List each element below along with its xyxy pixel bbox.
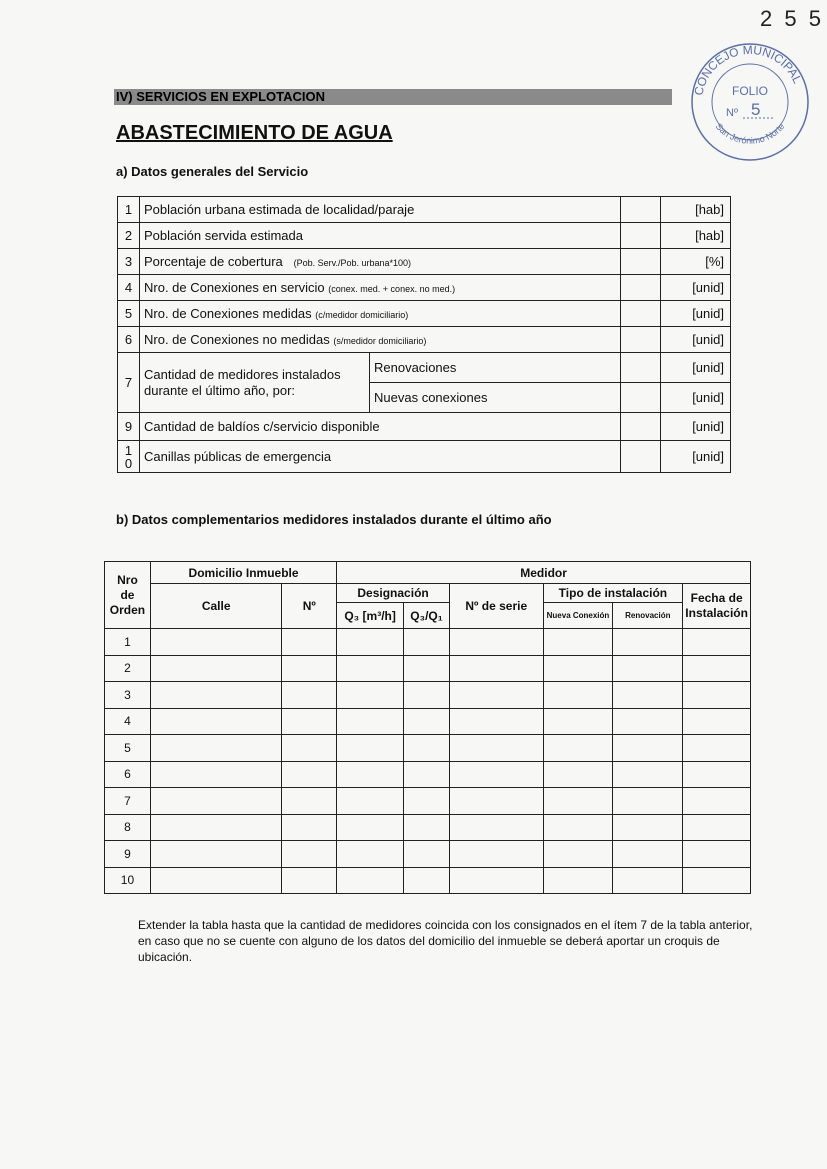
input-cell[interactable] xyxy=(449,735,543,762)
row-number: 4 xyxy=(118,275,140,301)
stamp-top-text: CONCEJO MUNICIPAL xyxy=(691,42,805,97)
input-cell[interactable] xyxy=(150,761,281,788)
input-cell[interactable] xyxy=(282,814,337,841)
general-data-table xyxy=(117,196,731,473)
value-cell[interactable] xyxy=(621,301,661,327)
input-cell[interactable] xyxy=(543,867,613,894)
input-cell[interactable] xyxy=(282,708,337,735)
input-cell[interactable] xyxy=(613,814,683,841)
svg-text:San Jerónimo Norte xyxy=(714,121,787,145)
header-tipo-instalacion: Tipo de instalación xyxy=(543,584,683,603)
table-row xyxy=(105,841,751,868)
page-title: ABASTECIMIENTO DE AGUA xyxy=(116,122,393,144)
table-row xyxy=(118,249,731,275)
value-cell[interactable] xyxy=(621,223,661,249)
table-row xyxy=(118,353,731,383)
input-cell[interactable] xyxy=(613,629,683,656)
header-domicilio: Domicilio Inmueble xyxy=(150,562,336,584)
row-label: Cantidad de medidores instalados durante el último año, por: xyxy=(140,353,370,413)
header-renovacion: Renovación xyxy=(613,603,683,629)
header-serie: Nº de serie xyxy=(449,584,543,629)
value-cell[interactable] xyxy=(621,275,661,301)
table-row xyxy=(118,413,731,441)
table-row xyxy=(105,735,751,762)
input-cell[interactable] xyxy=(543,788,613,815)
input-cell[interactable] xyxy=(150,788,281,815)
meters-table xyxy=(104,561,751,894)
page-number: 2 5 5 xyxy=(760,6,824,31)
row-unit: [hab] xyxy=(661,197,731,223)
header-medidor: Medidor xyxy=(337,562,751,584)
table-row xyxy=(105,682,751,709)
input-cell[interactable] xyxy=(613,735,683,762)
input-cell[interactable] xyxy=(337,629,404,656)
header-q3: Q₃ [m³/h] xyxy=(337,603,404,629)
input-cell[interactable] xyxy=(150,682,281,709)
input-cell[interactable] xyxy=(282,788,337,815)
input-cell[interactable] xyxy=(282,867,337,894)
input-cell[interactable] xyxy=(337,708,404,735)
input-cell[interactable] xyxy=(543,682,613,709)
input-cell[interactable] xyxy=(543,655,613,682)
input-cell[interactable] xyxy=(449,814,543,841)
header-fecha: Fecha de Instalación xyxy=(683,584,751,629)
input-cell[interactable] xyxy=(337,761,404,788)
input-cell[interactable] xyxy=(282,682,337,709)
input-cell[interactable] xyxy=(150,708,281,735)
row-order-number: 2 xyxy=(105,655,151,682)
value-cell[interactable] xyxy=(621,413,661,441)
input-cell[interactable] xyxy=(337,867,404,894)
input-cell[interactable] xyxy=(282,841,337,868)
table-row xyxy=(105,867,751,894)
input-cell[interactable] xyxy=(613,655,683,682)
row-order-number: 10 xyxy=(105,867,151,894)
input-cell[interactable] xyxy=(404,682,450,709)
input-cell[interactable] xyxy=(282,735,337,762)
input-cell[interactable] xyxy=(150,629,281,656)
input-cell[interactable] xyxy=(683,841,751,868)
footnote: Extender la tabla hasta que la cantidad de medidores coincida con los consignados en el ítem 7 de la tabla anterior, en caso que no se cuente con alguno de los datos del domicilio del inmueble se deberá aportar un croquis de ubicación. xyxy=(138,918,753,964)
row-label: Nro. de Conexiones en servicio xyxy=(144,280,325,295)
input-cell[interactable] xyxy=(282,655,337,682)
row-unit: [unid] xyxy=(661,441,731,473)
row-unit: [unid] xyxy=(661,301,731,327)
header-designacion: Designación xyxy=(337,584,450,603)
input-cell[interactable] xyxy=(404,788,450,815)
header-numero: Nº xyxy=(282,584,337,629)
table-row xyxy=(105,761,751,788)
value-cell[interactable] xyxy=(621,441,661,473)
row-number: 9 xyxy=(118,413,140,441)
input-cell[interactable] xyxy=(683,761,751,788)
input-cell[interactable] xyxy=(337,655,404,682)
input-cell[interactable] xyxy=(337,814,404,841)
input-cell[interactable] xyxy=(449,841,543,868)
value-cell[interactable] xyxy=(621,353,661,383)
table-row xyxy=(118,301,731,327)
input-cell[interactable] xyxy=(613,788,683,815)
row-label: Nro. de Conexiones medidas xyxy=(144,306,312,321)
row-order-number: 3 xyxy=(105,682,151,709)
input-cell[interactable] xyxy=(282,629,337,656)
value-cell[interactable] xyxy=(621,327,661,353)
input-cell[interactable] xyxy=(404,708,450,735)
row-note: (c/medidor domiciliario) xyxy=(315,310,409,320)
table-row xyxy=(118,197,731,223)
row-number: 5 xyxy=(118,301,140,327)
input-cell[interactable] xyxy=(404,814,450,841)
input-cell[interactable] xyxy=(404,841,450,868)
table-row xyxy=(105,814,751,841)
table-row xyxy=(105,629,751,656)
value-cell[interactable] xyxy=(621,249,661,275)
input-cell[interactable] xyxy=(404,867,450,894)
row-note: (s/medidor domiciliario) xyxy=(333,336,427,346)
row-unit: [unid] xyxy=(661,383,731,413)
value-cell[interactable] xyxy=(621,383,661,413)
input-cell[interactable] xyxy=(683,814,751,841)
input-cell[interactable] xyxy=(543,841,613,868)
input-cell[interactable] xyxy=(150,867,281,894)
row-number: 1 xyxy=(118,197,140,223)
table-row xyxy=(118,275,731,301)
input-cell[interactable] xyxy=(613,708,683,735)
row-label: Nro. de Conexiones no medidas xyxy=(144,332,330,347)
row-number: 3 xyxy=(118,249,140,275)
input-cell[interactable] xyxy=(404,629,450,656)
section-b-heading: b) Datos complementarios medidores instalados durante el último año xyxy=(116,512,552,527)
input-cell[interactable] xyxy=(449,655,543,682)
input-cell[interactable] xyxy=(543,735,613,762)
header-nueva-conexion: Nueva Conexión xyxy=(543,603,613,629)
input-cell[interactable] xyxy=(683,867,751,894)
row-order-number: 5 xyxy=(105,735,151,762)
table-row xyxy=(118,441,731,473)
stamp-folio-label: FOLIO xyxy=(731,84,769,98)
input-cell[interactable] xyxy=(150,814,281,841)
input-cell[interactable] xyxy=(683,655,751,682)
input-cell[interactable] xyxy=(543,761,613,788)
row-unit: [%] xyxy=(661,249,731,275)
input-cell[interactable] xyxy=(613,867,683,894)
input-cell[interactable] xyxy=(449,708,543,735)
header-calle: Calle xyxy=(150,584,281,629)
row-note: (conex. med. + conex. no med.) xyxy=(328,284,456,294)
input-cell[interactable] xyxy=(282,761,337,788)
input-cell[interactable] xyxy=(683,682,751,709)
row-order-number: 8 xyxy=(105,814,151,841)
row-label: Población urbana estimada de localidad/paraje xyxy=(144,202,415,217)
stamp-bottom-text: San Jerónimo Norte xyxy=(713,121,787,146)
row-order-number: 7 xyxy=(105,788,151,815)
row-note: (Pob. Serv./Pob. urbana*100) xyxy=(293,258,412,268)
row-unit: [unid] xyxy=(661,353,731,383)
table-row xyxy=(118,223,731,249)
input-cell[interactable] xyxy=(449,761,543,788)
input-cell[interactable] xyxy=(404,655,450,682)
input-cell[interactable] xyxy=(150,841,281,868)
input-cell[interactable] xyxy=(613,682,683,709)
input-cell[interactable] xyxy=(683,708,751,735)
input-cell[interactable] xyxy=(337,788,404,815)
row-label: Cantidad de baldíos c/servicio disponible xyxy=(144,419,380,434)
row-number: 6 xyxy=(118,327,140,353)
input-cell[interactable] xyxy=(613,761,683,788)
input-cell[interactable] xyxy=(337,841,404,868)
table-row xyxy=(105,788,751,815)
input-cell[interactable] xyxy=(683,788,751,815)
row-unit: [unid] xyxy=(661,275,731,301)
input-cell[interactable] xyxy=(683,735,751,762)
row-number-bottom: 0 xyxy=(124,455,133,471)
section-banner: IV) SERVICIOS EN EXPLOTACION xyxy=(114,89,672,105)
row-number: 2 xyxy=(118,223,140,249)
row-order-number: 6 xyxy=(105,761,151,788)
row-order-number: 9 xyxy=(105,841,151,868)
input-cell[interactable] xyxy=(404,761,450,788)
section-a-heading: a) Datos generales del Servicio xyxy=(116,164,309,179)
row-sublabel: Nuevas conexiones xyxy=(370,383,621,413)
row-label: Canillas públicas de emergencia xyxy=(144,449,332,464)
municipal-stamp xyxy=(688,40,813,165)
row-order-number: 1 xyxy=(105,629,151,656)
row-label: Población servida estimada xyxy=(144,228,303,243)
input-cell[interactable] xyxy=(543,708,613,735)
value-cell[interactable] xyxy=(621,197,661,223)
stamp-number: 5 xyxy=(751,100,761,119)
table-row xyxy=(105,655,751,682)
input-cell[interactable] xyxy=(449,788,543,815)
row-unit: [unid] xyxy=(661,413,731,441)
input-cell[interactable] xyxy=(404,735,450,762)
table-row xyxy=(118,327,731,353)
stamp-number-prefix: Nº xyxy=(726,107,738,119)
row-unit: [unid] xyxy=(661,327,731,353)
input-cell[interactable] xyxy=(683,629,751,656)
header-q3q1: Q₃/Q₁ xyxy=(404,603,450,629)
row-number-top: 1 xyxy=(124,442,133,458)
input-cell[interactable] xyxy=(543,629,613,656)
row-unit: [hab] xyxy=(661,223,731,249)
input-cell[interactable] xyxy=(337,735,404,762)
header-nro-orden: Nro de Orden xyxy=(105,562,151,629)
input-cell[interactable] xyxy=(150,735,281,762)
input-cell[interactable] xyxy=(449,682,543,709)
table-row xyxy=(105,708,751,735)
row-order-number: 4 xyxy=(105,708,151,735)
input-cell[interactable] xyxy=(337,682,404,709)
row-sublabel: Renovaciones xyxy=(370,353,621,383)
input-cell[interactable] xyxy=(150,655,281,682)
input-cell[interactable] xyxy=(543,814,613,841)
input-cell[interactable] xyxy=(449,867,543,894)
input-cell[interactable] xyxy=(449,629,543,656)
row-number: 7 xyxy=(118,353,140,413)
input-cell[interactable] xyxy=(613,841,683,868)
row-label: Porcentaje de cobertura xyxy=(144,254,283,269)
